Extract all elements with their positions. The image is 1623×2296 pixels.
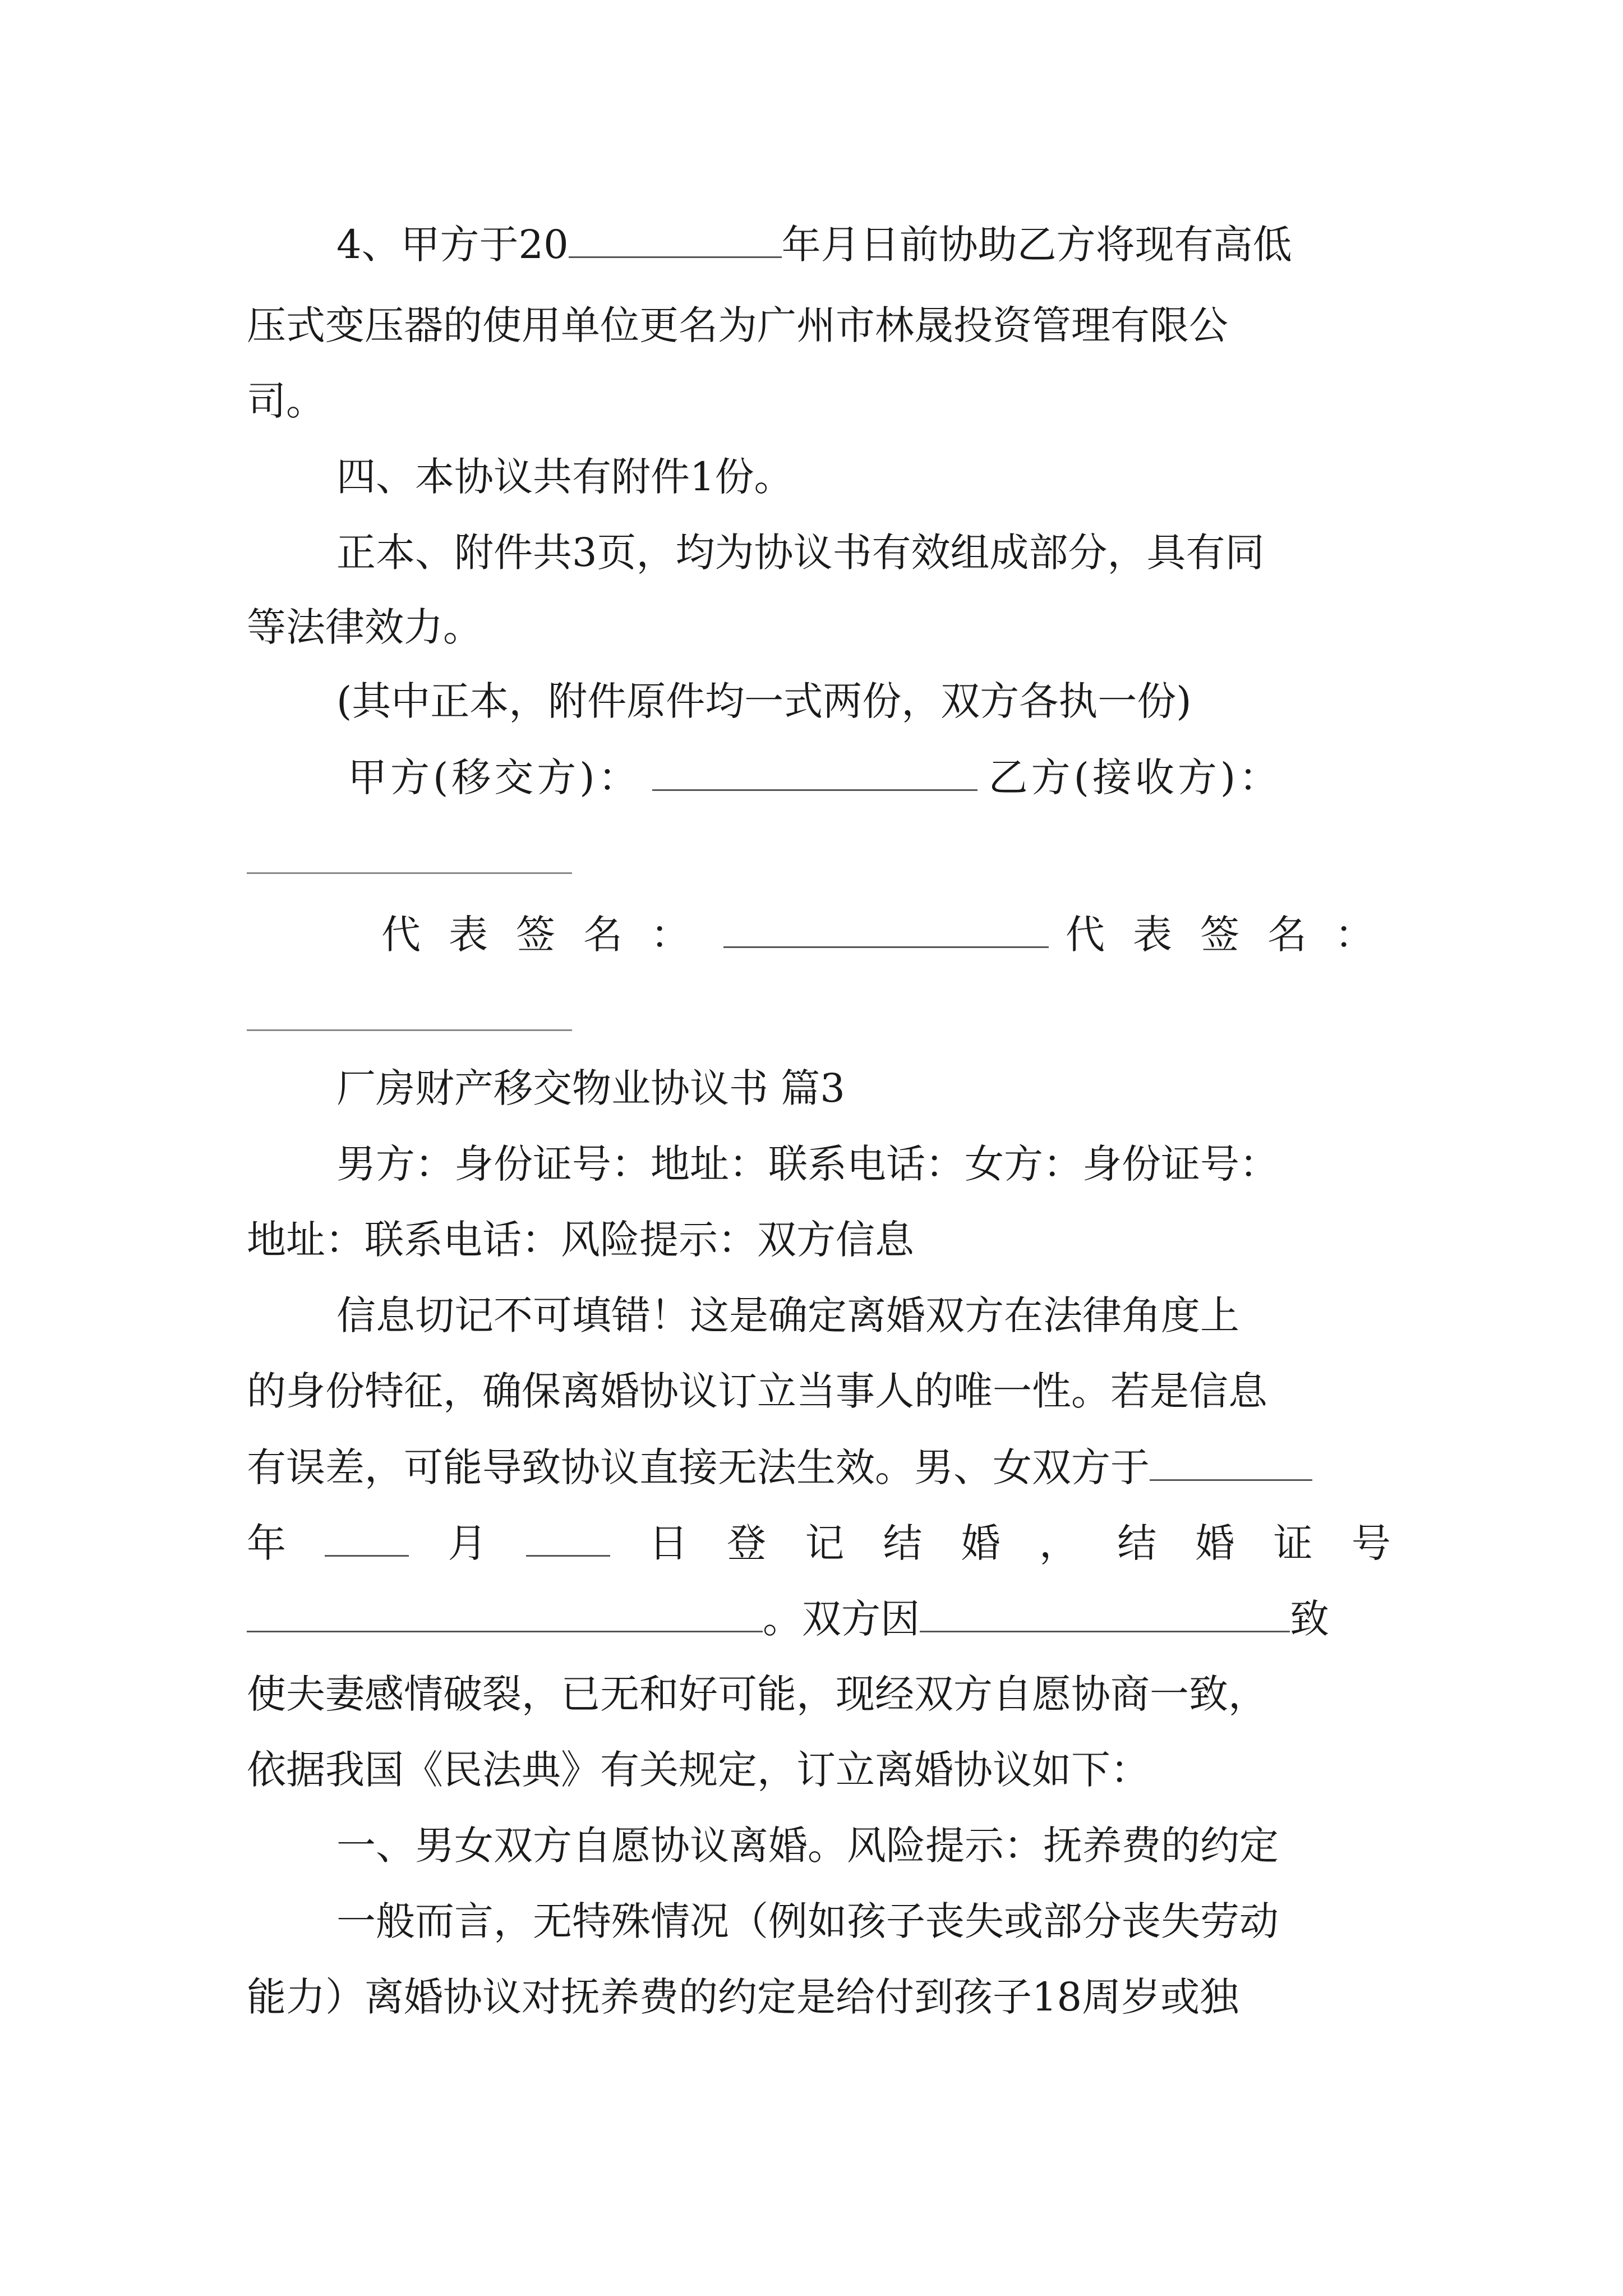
item4-line1: 4、甲方于20 年月日前协助乙方将现有高低	[336, 216, 1391, 272]
signature-rep-line	[381, 906, 1402, 962]
party-b-blank	[247, 872, 572, 874]
blank-reason	[920, 1590, 1290, 1632]
party-a-blank	[652, 749, 978, 791]
info-line4: 年 月 日 登 记 结 婚 ， 结 婚 证 号	[247, 1515, 1391, 1571]
item4-line3: 司。	[247, 378, 325, 424]
blank-certificate-number	[247, 1590, 763, 1632]
clause1-text: 一、男女双方自愿协议离婚。风险提示：抚养费的约定	[336, 1823, 1279, 1869]
rep-a-blank	[723, 906, 1049, 948]
section4-text: 四、本协议共有附件1份。	[336, 454, 794, 500]
blank-day	[526, 1515, 610, 1557]
blank-marriage-year	[1150, 1439, 1312, 1481]
item4-line2: 压式变压器的使用单位更名为广州市林晟投资管理有限公	[247, 302, 1228, 348]
info-line2: 的身份特征，确保离婚协议订立当事人的唯一性。若是信息	[247, 1368, 1267, 1414]
info-line7: 依据我国《民法典》有关规定，订立离婚协议如下：	[247, 1747, 1150, 1793]
pages-note-line2: 等法律效力。	[247, 604, 482, 650]
party-b-label: 乙方(接收方)：	[988, 754, 1282, 800]
rep-b-blank	[247, 1029, 572, 1031]
parties-line1: 男方：身份证号：地址：联系电话：女方：身份证号：	[336, 1141, 1279, 1187]
rep-b-label: 代表签名：	[1066, 912, 1402, 958]
section-heading: 厂房财产移交物业协议书 篇3	[336, 1065, 845, 1111]
info-line3: 有误差，可能导致协议直接无法生效。男、女双方于	[247, 1439, 1391, 1495]
blank-month	[325, 1515, 409, 1557]
parties-line2: 地址：联系电话：风险提示：双方信息	[247, 1217, 914, 1263]
info-line6: 使夫妻感情破裂，已无和好可能，现经双方自愿协商一致，	[247, 1671, 1267, 1717]
info-line1: 信息切记不可填错！这是确定离婚双方在法律角度上	[336, 1292, 1239, 1338]
info-line5: 。双方因 致	[247, 1590, 1391, 1646]
support-line1: 一般而言，无特殊情况（例如孩子丧失或部分丧失劳动	[336, 1898, 1279, 1944]
party-a-label: 甲方(移交方)：	[348, 754, 641, 800]
copies-note: (其中正本，附件原件均一式两份，双方各执一份)	[336, 678, 1192, 724]
pages-note-line1: 正本、附件共3页，均为协议书有效组成部分，具有同	[336, 530, 1265, 576]
support-line2: 能力）离婚协议对抚养费的约定是给付到孩子18周岁或独	[247, 1974, 1239, 2020]
rep-a-label: 代表签名：	[381, 912, 718, 958]
blank-year	[569, 216, 782, 258]
signature-parties-line	[348, 749, 1391, 805]
